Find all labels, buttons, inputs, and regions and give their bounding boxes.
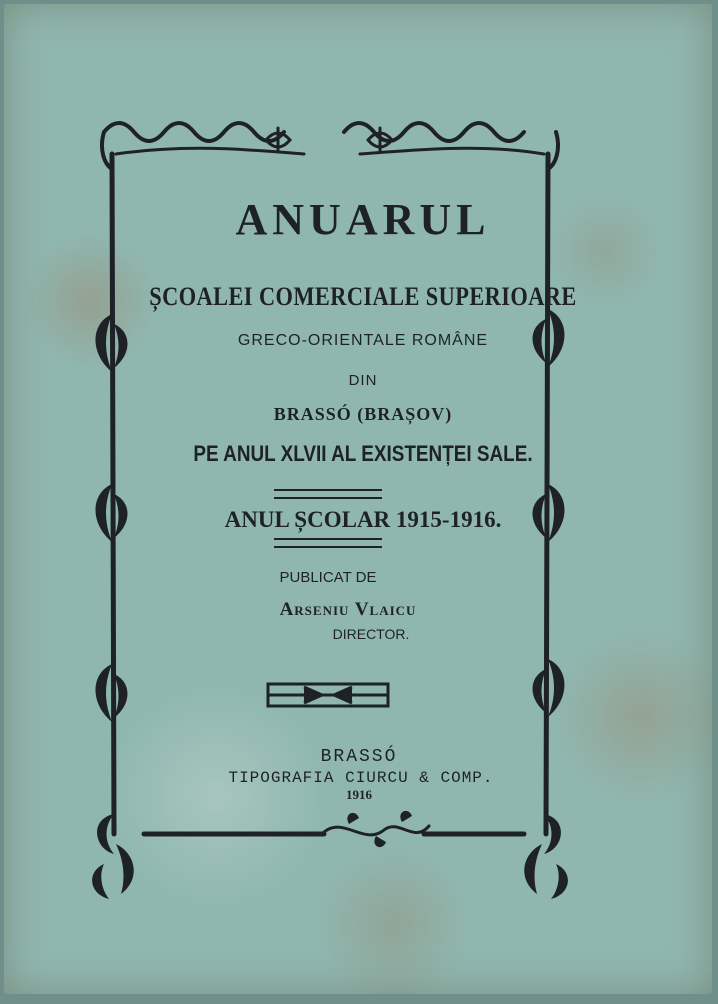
author-name: Arseniu Vlaicu [279, 599, 417, 620]
author-role: DIRECTOR. [332, 626, 410, 642]
existence-year-line: PE ANUL XLVII AL EXISTENȚEI SALE. [193, 441, 533, 466]
city-name: BRASSÓ (BRAȘOV) [273, 404, 453, 424]
double-rule-bottom [274, 538, 382, 548]
ornamental-frame [4, 4, 718, 1004]
frame-right-border [546, 154, 548, 834]
published-by-label: PUBLICAT DE [279, 569, 377, 586]
cover-title: ANUARUL [235, 195, 491, 244]
imprint-year: 1916 [346, 787, 372, 802]
book-cover [4, 4, 712, 994]
frame-left-border [112, 154, 114, 834]
imprint-city: BRASSÓ [320, 747, 398, 767]
double-rule-top [274, 489, 382, 499]
school-name: ȘCOALEI COMERCIALE SUPERIOARE [149, 282, 577, 311]
school-year: ANUL ȘCOLAR 1915-1916. [224, 507, 502, 532]
frame-top-wave [104, 123, 524, 141]
school-subtitle: GRECO-ORIENTALE ROMÂNE [237, 332, 489, 349]
imprint-publisher: TIPOGRAFIA CIURCU & COMP. [228, 769, 494, 787]
bottom-vine [324, 826, 429, 835]
center-arrow-ornament [268, 684, 388, 706]
preposition-din: DIN [348, 372, 378, 389]
